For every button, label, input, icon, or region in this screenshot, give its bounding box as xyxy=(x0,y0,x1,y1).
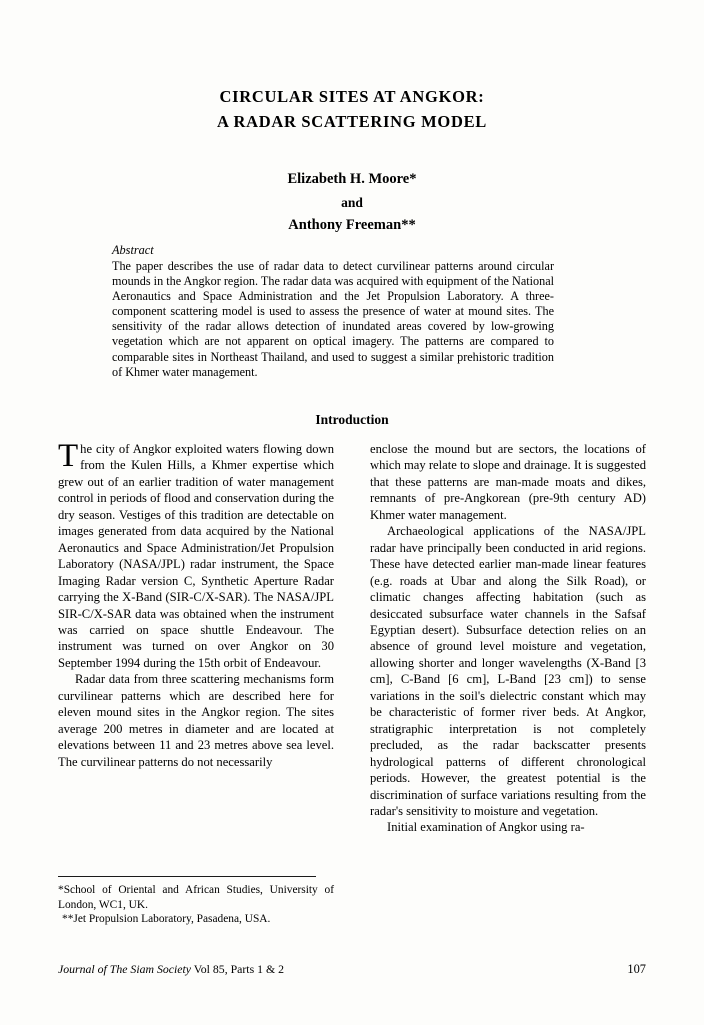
author-block xyxy=(60,168,644,237)
column-right xyxy=(370,441,646,836)
footer-journal-volume: Vol 85, Parts 1 & 2 xyxy=(191,962,285,976)
footnote-2: **Jet Propulsion Laboratory, Pasadena, USA. xyxy=(62,913,271,926)
paragraph-right-3: Initial examination of Angkor using ra- xyxy=(387,820,585,835)
footnote-separator xyxy=(58,876,316,877)
title-line-2: A RADAR SCATTERING MODEL xyxy=(217,112,487,131)
title-line-1: CIRCULAR SITES AT ANGKOR: xyxy=(219,87,485,106)
footer-page-number: 107 xyxy=(627,962,646,976)
footer-journal xyxy=(58,962,284,977)
footnote-1: *School of Oriental and African Studies, University of London, WC1, UK. xyxy=(58,884,334,911)
footnote-block xyxy=(58,876,334,927)
abstract-section xyxy=(112,243,554,380)
author-primary: Elizabeth H. Moore* xyxy=(287,171,417,187)
paragraph-left-1-text: he city of Angkor exploited waters flowing down from the Kulen Hills, a Khmer expertise which grew out of an earlier tradition of water management control in periods of flood and conservation during the dry season. Vestiges of this tradition are detectable on images generated from data acquired by the National Aeronautics and Space Administration/Jet Propulsion Laboratory (NASA/JPL) radar instrument, the Space Imaging Radar version C, Synthetic Aperture Radar carrying the X-Band (SIR-C/X-SAR). The NASA/JPL SIR-C/X-SAR data was obtained when the instrument was carried on space shuttle Endeavour. The instrument was turned on over Angkor on 30 September 1994 during the 15th orbit of Endeavour. xyxy=(58,442,334,670)
paragraph-left-2: Radar data from three scattering mechanisms form curvilinear patterns which are described here for eleven mound sites in the Angkor region. The sites average 200 metres in diameter and are located at elevations between 11 and 23 metres above sea level. The curvilinear patterns do not necessarily xyxy=(58,672,334,769)
author-secondary: Anthony Freeman** xyxy=(288,217,416,233)
author-conjunction: and xyxy=(341,195,363,210)
paragraph-right-2: Archaeological applications of the NASA/JPL radar have principally been conducted in arid regions. These have detected earlier man-made linear features (e.g. roads at Ubar and along the Silk Road), or climatic changes affecting habitation (such as desiccated subsurface water channels in the Safsaf Egyptian desert). Subsurface detection relies on an absence of ground level moisture and vegetation, allowing shorter and longer wavelengths (X-Band [3 cm], C-Band [6 cm], L-Band [23 cm]) to sense variations in the soil's dielectric constant which may be characteristic of former river beds. At Angkor, stratigraphic interpretation is not completely precluded, as the radar backscatter presents hydrological patterns of different chronological periods. However, the greatest potential is the discrimination of surface variations resulting from the radar's sensitivity to moisture and vegetation. xyxy=(370,524,646,818)
abstract-label: Abstract xyxy=(112,243,154,257)
section-heading-introduction: Introduction xyxy=(315,412,389,427)
footer-journal-name: Journal of The Siam Society xyxy=(58,962,192,976)
body-columns xyxy=(58,438,646,941)
abstract-text: The paper describes the use of radar data to detect curvilinear patterns around circular mounds in the Angkor region. The radar data was acquired with equipment of the National Aeronautics and Space Administration and the Jet Propulsion Laboratory. A three-component scattering model is used to assess the presence of water at mound sites. The sensitivity of the radar allows detection of inundated areas covered by low-growing vegetation which are not apparent on optical imagery. The patterns are compared to comparable sites in Northeast Thailand, and used to suggest a similar prehistoric tradition of Khmer water management. xyxy=(112,259,554,379)
page-title xyxy=(60,84,644,134)
paragraph-left-1 xyxy=(58,438,334,671)
paragraph-right-1: enclose the mound but are sectors, the locations of which may relate to slope and drainage. It is suggested that these patterns are man-made moats and dikes, remnants of pre-Angkorean (pre-9th century AD) Khmer water management. xyxy=(370,442,646,522)
drop-cap: T xyxy=(58,438,79,474)
column-left xyxy=(58,438,334,770)
